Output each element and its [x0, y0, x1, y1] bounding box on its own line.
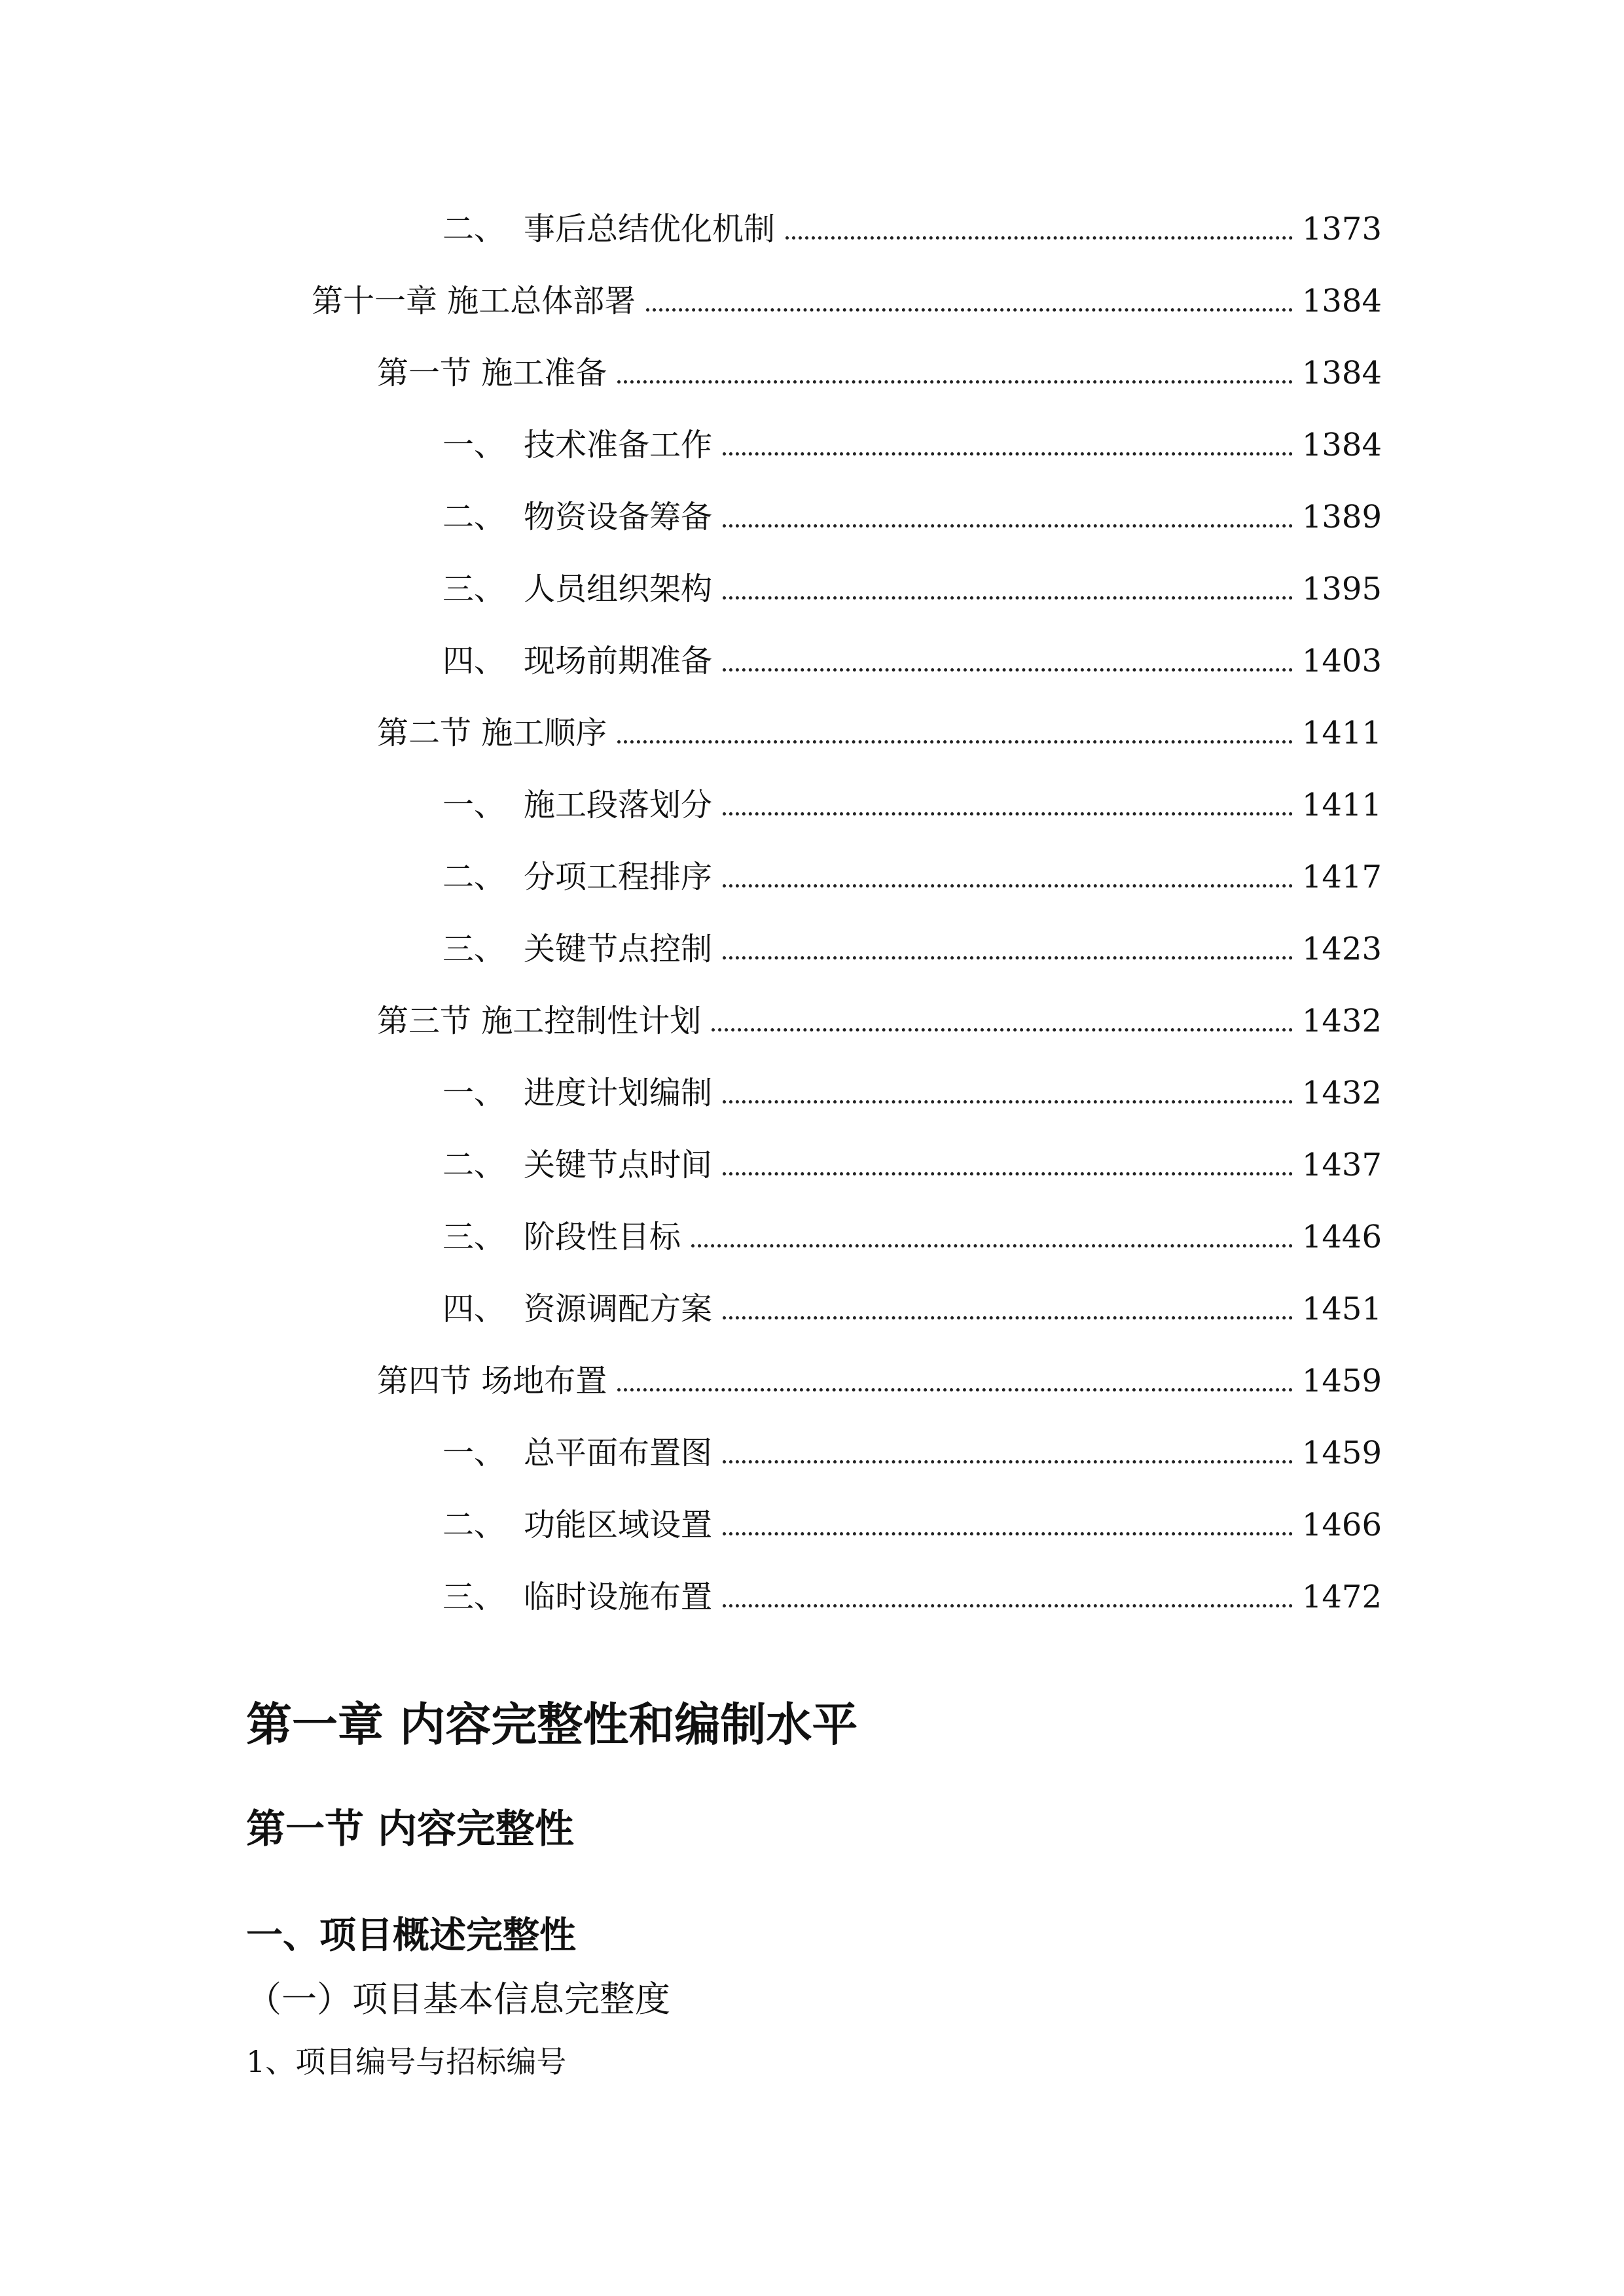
- toc-entry-page: 1384: [1301, 427, 1382, 463]
- toc-entry-number: 二、: [442, 1507, 506, 1543]
- toc-entry-number: 四、: [442, 643, 506, 679]
- toc-entry-page: 1403: [1301, 643, 1382, 679]
- toc-dot-leader: [723, 1460, 1293, 1463]
- toc-entry-number: 一、: [442, 787, 506, 823]
- toc-entry-title: 关键节点时间: [524, 1147, 713, 1183]
- toc-entry[interactable]: [442, 190, 1382, 249]
- toc-entry[interactable]: [377, 1342, 1382, 1401]
- toc-entry[interactable]: [442, 1270, 1382, 1329]
- toc-entry[interactable]: [442, 1414, 1382, 1473]
- toc-entry[interactable]: [442, 766, 1382, 825]
- toc-entry-title: 资源调配方案: [524, 1291, 713, 1327]
- toc-dot-leader: [723, 1172, 1293, 1175]
- section-heading: 第一节 内容完整性: [246, 1806, 574, 1852]
- toc-entry-title: 施工段落划分: [524, 787, 713, 823]
- toc-entry-number: 四、: [442, 1291, 506, 1327]
- toc-entry[interactable]: [442, 622, 1382, 681]
- toc-dot-leader: [723, 596, 1293, 600]
- toc-entry-page: 1459: [1301, 1363, 1382, 1399]
- toc-entry[interactable]: [377, 334, 1382, 393]
- toc-entry-page: 1411: [1301, 787, 1382, 823]
- toc-entry[interactable]: [442, 1486, 1382, 1545]
- toc-entry[interactable]: [312, 262, 1382, 321]
- toc-entry-title: 第二节 施工顺序: [377, 715, 607, 751]
- toc-entry-page: 1432: [1301, 1075, 1382, 1111]
- toc-entry-number: 二、: [442, 499, 506, 535]
- toc-entry-title: 总平面布置图: [524, 1435, 713, 1471]
- toc-entry-title: 第三节 施工控制性计划: [377, 1003, 702, 1039]
- toc-entry-title: 阶段性目标: [524, 1219, 681, 1255]
- toc-dot-leader: [723, 1532, 1293, 1535]
- toc-entry-number: 三、: [442, 931, 506, 967]
- toc-entry-title: 进度计划编制: [524, 1075, 713, 1111]
- toc-entry[interactable]: [442, 1054, 1382, 1113]
- toc-entry-title: 技术准备工作: [524, 427, 713, 463]
- toc-dot-leader: [617, 740, 1293, 744]
- toc-entry-number: 一、: [442, 1075, 506, 1111]
- toc-entry[interactable]: [377, 694, 1382, 753]
- subsection-heading: 一、项目概述完整性: [246, 1914, 576, 1957]
- toc-entry[interactable]: [442, 478, 1382, 537]
- toc-entry-page: 1411: [1301, 715, 1382, 751]
- toc-dot-leader: [617, 380, 1293, 384]
- item-heading: 1、项目编号与招标编号: [246, 2044, 567, 2079]
- toc-dot-leader: [691, 1244, 1293, 1247]
- toc-entry-number: 二、: [442, 211, 506, 247]
- toc-entry-page: 1384: [1301, 283, 1382, 319]
- toc-dot-leader: [723, 1604, 1293, 1607]
- toc-dot-leader: [723, 956, 1293, 960]
- toc-entry[interactable]: [442, 838, 1382, 897]
- toc-entry-page: 1451: [1301, 1291, 1382, 1327]
- toc-entry-page: 1417: [1301, 859, 1382, 895]
- toc-entry-title: 分项工程排序: [524, 859, 713, 895]
- toc-entry[interactable]: [442, 1558, 1382, 1617]
- toc-entry-page: 1459: [1301, 1435, 1382, 1471]
- toc-dot-leader: [723, 524, 1293, 528]
- chapter-heading: 第一章 内容完整性和编制水平: [246, 1698, 858, 1751]
- toc-entry-title: 功能区域设置: [524, 1507, 713, 1543]
- toc-dot-leader: [723, 668, 1293, 672]
- toc-entry-title: 事后总结优化机制: [524, 211, 776, 247]
- toc-dot-leader: [617, 1388, 1293, 1391]
- toc-entry-title: 人员组织架构: [524, 571, 713, 607]
- toc-entry-page: 1446: [1301, 1219, 1382, 1255]
- toc-dot-leader: [646, 308, 1293, 312]
- toc-dot-leader: [712, 1028, 1293, 1031]
- toc-dot-leader: [723, 812, 1293, 816]
- toc-entry-page: 1432: [1301, 1003, 1382, 1039]
- toc-entry-page: 1472: [1301, 1579, 1382, 1615]
- toc-dot-leader: [723, 452, 1293, 456]
- toc-entry-title: 第十一章 施工总体部署: [312, 283, 636, 319]
- toc-entry[interactable]: [442, 1126, 1382, 1185]
- toc-entry-title: 关键节点控制: [524, 931, 713, 967]
- toc-entry-number: 三、: [442, 1579, 506, 1615]
- toc-entry-page: 1466: [1301, 1507, 1382, 1543]
- toc-entry[interactable]: [442, 910, 1382, 969]
- toc-entry[interactable]: [442, 550, 1382, 609]
- toc-entry-page: 1423: [1301, 931, 1382, 967]
- toc-entry-number: 二、: [442, 1147, 506, 1183]
- toc-dot-leader: [723, 1100, 1293, 1103]
- subsubsection-heading: （一）项目基本信息完整度: [246, 1979, 670, 2020]
- toc-entry-title: 第四节 场地布置: [377, 1363, 607, 1399]
- toc-dot-leader: [723, 884, 1293, 888]
- toc-entry-page: 1395: [1301, 571, 1382, 607]
- toc-entry-title: 临时设施布置: [524, 1579, 713, 1615]
- toc-entry-title: 第一节 施工准备: [377, 355, 607, 391]
- toc-entry[interactable]: [442, 1198, 1382, 1257]
- toc-dot-leader: [723, 1316, 1293, 1319]
- toc-entry-page: 1389: [1301, 499, 1382, 535]
- toc-entry-number: 三、: [442, 571, 506, 607]
- toc-entry-page: 1437: [1301, 1147, 1382, 1183]
- toc-entry-title: 物资设备筹备: [524, 499, 713, 535]
- toc-entry-page: 1384: [1301, 355, 1382, 391]
- toc-entry-number: 一、: [442, 1435, 506, 1471]
- toc-entry-title: 现场前期准备: [524, 643, 713, 679]
- toc-entry[interactable]: [377, 982, 1382, 1041]
- toc-dot-leader: [785, 236, 1293, 240]
- toc-entry-number: 三、: [442, 1219, 506, 1255]
- toc-entry[interactable]: [442, 406, 1382, 465]
- toc-entry-page: 1373: [1301, 211, 1382, 247]
- toc-entry-number: 二、: [442, 859, 506, 895]
- toc-entry-number: 一、: [442, 427, 506, 463]
